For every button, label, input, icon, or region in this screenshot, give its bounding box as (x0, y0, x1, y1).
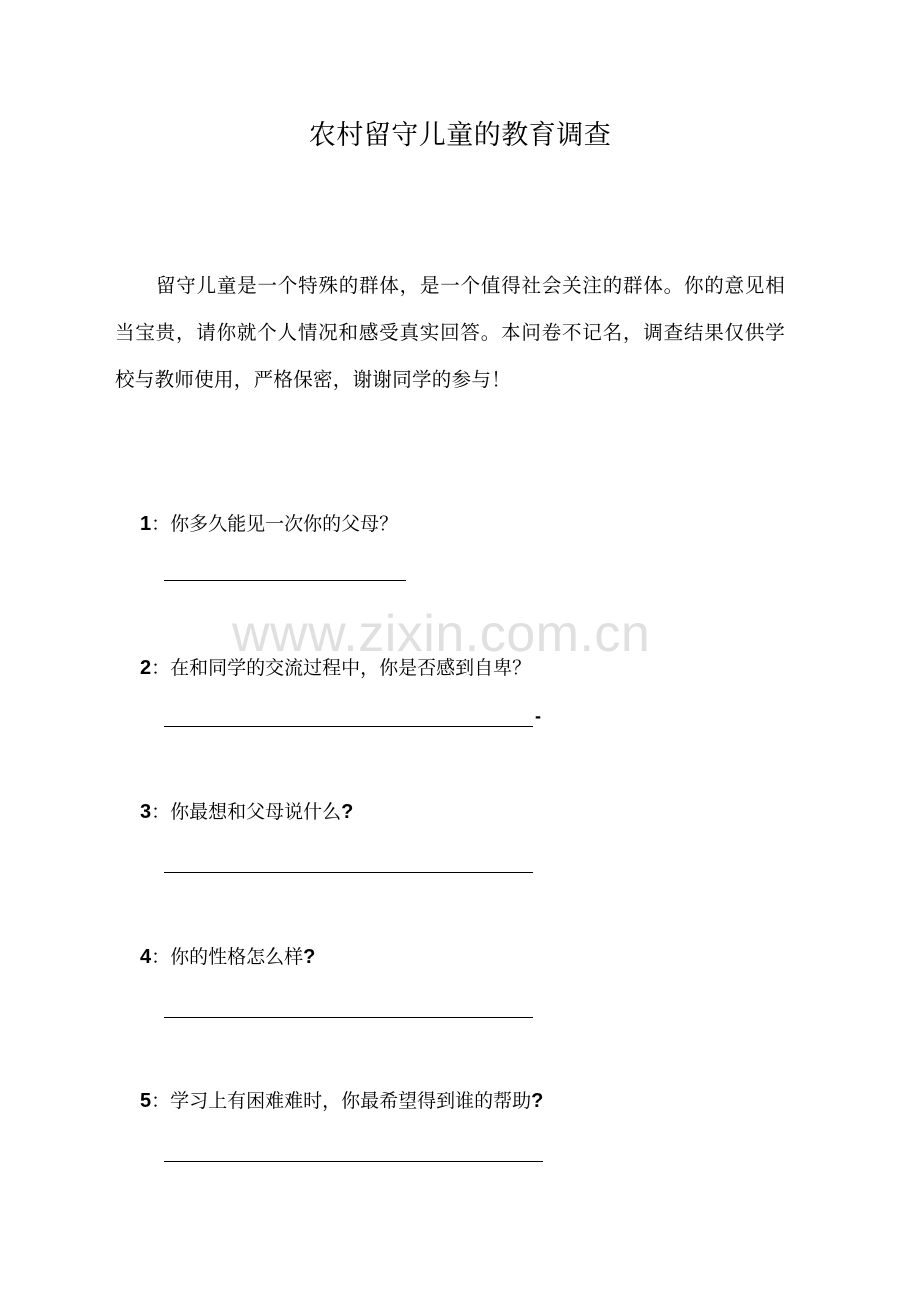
intro-paragraph: 留守儿童是一个特殊的群体，是一个值得社会关注的群体。你的意见相当宝贵，请你就个人情况和感受真实回答。本问卷不记名，调查结果仅供学校与教师使用，严格保密，谢谢同学的参与！ (115, 274, 785, 391)
question-number: 3 (140, 801, 152, 823)
question-1 (140, 510, 398, 538)
question-separator: ： (151, 657, 171, 679)
question-separator: ： (151, 513, 171, 535)
question-text: 学习上有困难难时，你最希望得到谁的帮助 (170, 1090, 532, 1112)
question-text: 你最想和父母说什么 (170, 801, 342, 823)
question-3 (140, 798, 353, 826)
question-4 (140, 943, 315, 971)
question-number: 4 (140, 946, 152, 968)
answer-line-dash: - (535, 706, 541, 726)
question-text: 在和同学的交流过程中，你是否感到自卑？ (170, 657, 532, 679)
question-mark: ? (303, 946, 316, 968)
question-number: 5 (140, 1090, 152, 1112)
question-mark: ? (341, 801, 354, 823)
answer-line-4[interactable] (164, 1017, 533, 1018)
question-2 (140, 654, 531, 682)
page-title: 农村留守儿童的教育调查 (308, 120, 612, 151)
answer-line-2[interactable] (164, 726, 533, 727)
answer-line-5[interactable] (164, 1161, 543, 1162)
question-mark: ? (531, 1090, 544, 1112)
answer-line-3[interactable] (164, 872, 533, 873)
question-number: 2 (140, 657, 152, 679)
question-separator: ： (151, 1090, 171, 1112)
answer-line-1[interactable] (164, 580, 406, 581)
question-text: 你的性格怎么样 (170, 946, 304, 968)
question-5 (140, 1087, 543, 1115)
question-separator: ： (151, 946, 171, 968)
question-text: 你多久能见一次你的父母？ (170, 513, 399, 535)
question-number: 1 (140, 513, 152, 535)
question-separator: ： (151, 801, 171, 823)
watermark: www.zixin.com.cn (232, 605, 651, 663)
